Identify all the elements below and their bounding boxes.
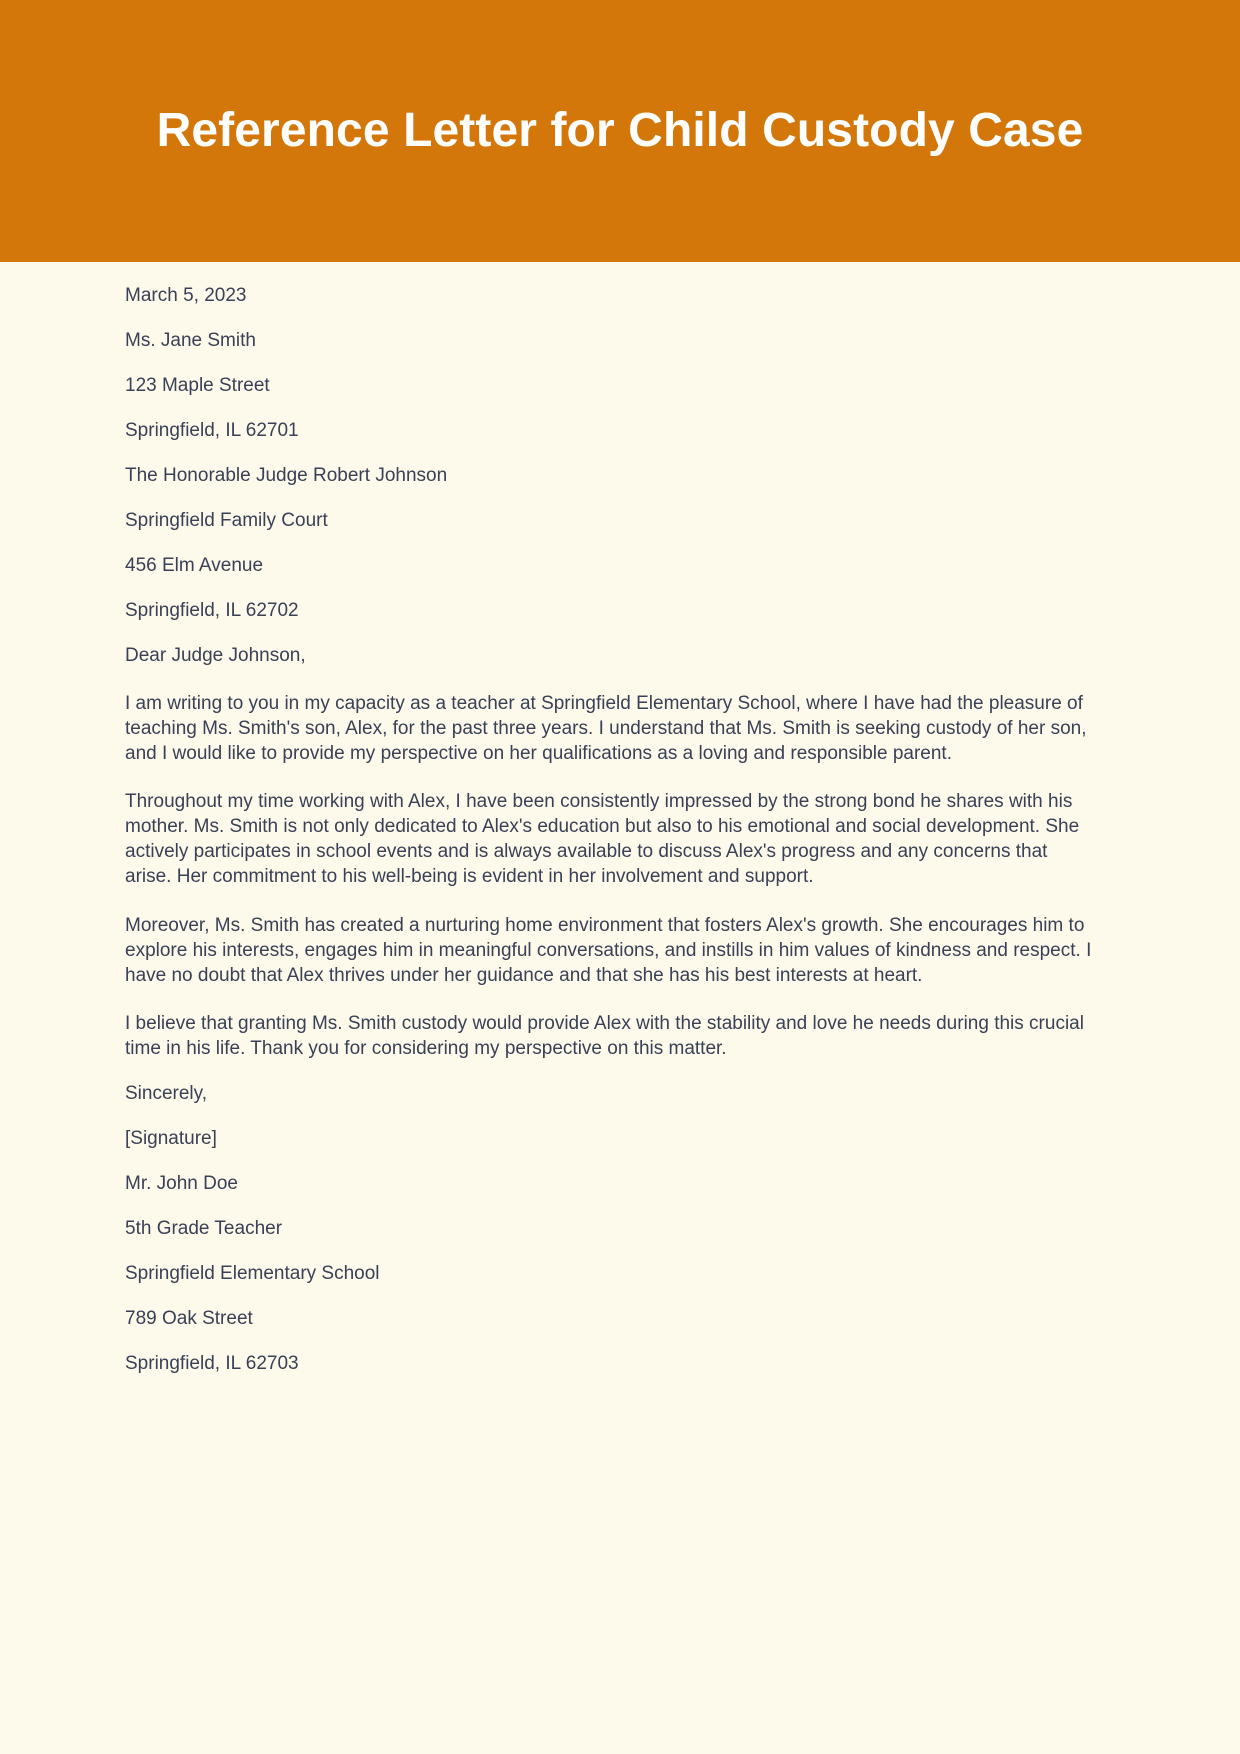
page-title: Reference Letter for Child Custody Case (156, 104, 1084, 158)
body-paragraph-2: Throughout my time working with Alex, I have been consistently impressed by the strong bond he shares with his mother. Ms. Smith is not only dedicated to Alex's education but also to his emotional and social development. She actively participates in school events and is always available to discuss Alex's progress and any concerns that arise. Her commitment to his well-being is evident in her involvement and support. (125, 791, 1080, 888)
document-header-banner (0, 0, 1240, 262)
sender-address-block (125, 331, 1095, 440)
recipient-name: The Honorable Judge Robert Johnson (125, 465, 448, 486)
closing-salutation: Sincerely, (125, 1082, 208, 1104)
signer-street: 789 Oak Street (125, 1307, 253, 1329)
date-block (125, 286, 1095, 305)
sender-name: Ms. Jane Smith (125, 330, 256, 351)
body-paragraph-4: I believe that granting Ms. Smith custody would provide Alex with the stability and love he needs during this crucial time in his life. Thank you for considering my perspective on this matter. (125, 1012, 1084, 1059)
signer-title: 5th Grade Teacher (125, 1217, 283, 1239)
recipient-city-state-zip: Springfield, IL 62702 (125, 600, 299, 621)
recipient-address-block (125, 466, 1095, 620)
body-paragraph-3: Moreover, Ms. Smith has created a nurturing home environment that fosters Alex's growth. She encourages him to explore his interests, engages him in meaningful conversations, and instills in him values of kindness and respect. I have no doubt that Alex thrives under her guidance and that she has his best interests at heart. (125, 914, 1092, 986)
signer-city-state-zip: Springfield, IL 62703 (125, 1352, 299, 1374)
sender-street: 123 Maple Street (125, 375, 270, 396)
signer-name: Mr. John Doe (125, 1172, 238, 1194)
recipient-street: 456 Elm Avenue (125, 555, 264, 576)
body-paragraph-1: I am writing to you in my capacity as a teacher at Springfield Elementary School, where I have had the pleasure of teaching Ms. Smith's son, Alex, for the past three years. I understand that Ms. Smith is seeking custody of her son, and I would like to provide my perspective on her qualifications as a loving and responsible parent. (125, 693, 1087, 765)
closing-block (125, 1084, 1095, 1373)
letter-body (0, 262, 1240, 1373)
salutation: Dear Judge Johnson, (125, 645, 306, 666)
signature-placeholder: [Signature] (125, 1127, 217, 1149)
recipient-organization: Springfield Family Court (125, 510, 328, 531)
sender-city-state-zip: Springfield, IL 62701 (125, 420, 299, 441)
signer-organization: Springfield Elementary School (125, 1262, 380, 1284)
letter-date: March 5, 2023 (125, 285, 247, 306)
